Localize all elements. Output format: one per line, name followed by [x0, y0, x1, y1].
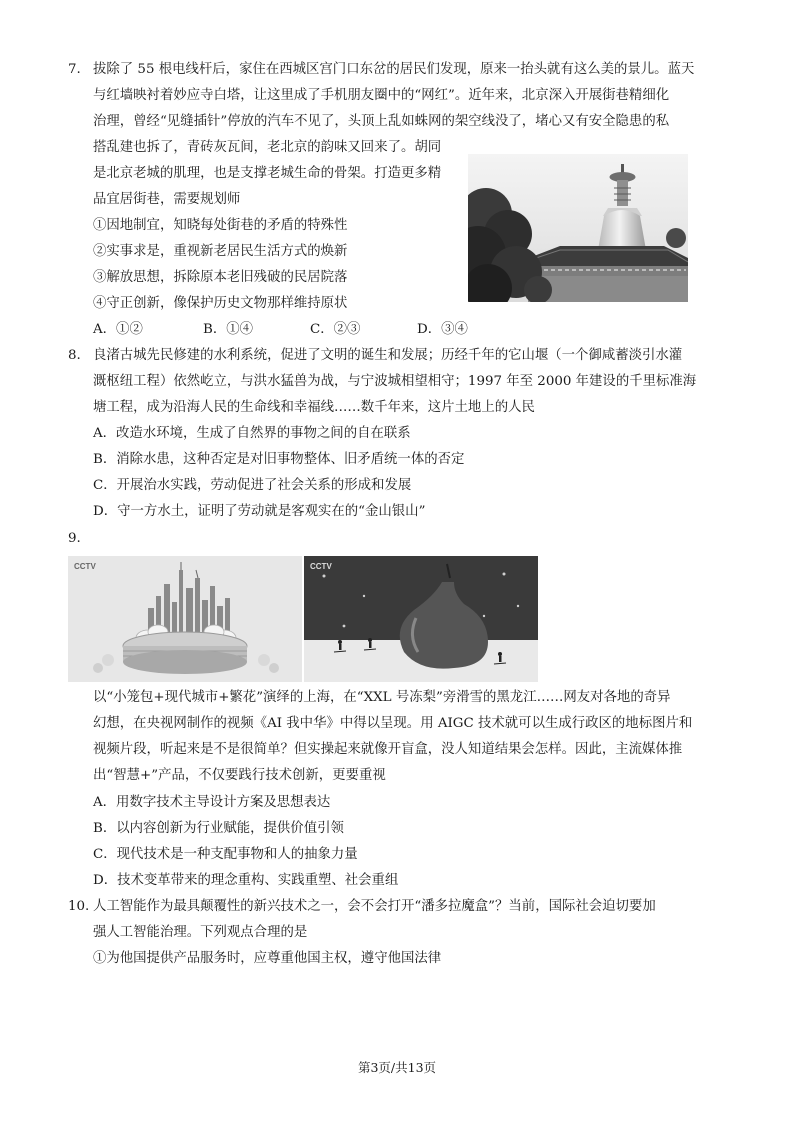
- q7-item-2: ②实事求是，重视新老居民生活方式的焕新: [93, 244, 348, 259]
- q7-choice-d[interactable]: D．③④: [417, 322, 468, 337]
- white-pagoda-photo: [468, 154, 688, 302]
- q10-item-1: ①为他国提供产品服务时，应尊重他国主权，遵守他国法律: [93, 951, 442, 966]
- q8-number: 8.: [68, 348, 81, 363]
- q8-line-3: 塘工程，成为沿海人民的生命线和幸福线……数千年来，这片土地上的人民: [93, 400, 535, 415]
- q7-choice-b[interactable]: B．①④: [203, 322, 254, 337]
- q9-option-b[interactable]: B．以内容创新为行业赋能，提供价值引领: [93, 821, 344, 836]
- q7-number: 7.: [68, 62, 81, 77]
- q7-choice-a[interactable]: A．①②: [93, 322, 143, 337]
- q7-line-1: 拔除了 55 根电线杆后，家住在西城区宫门口东岔的居民们发现，原来一抬头就有这么美的景儿。蓝天: [93, 62, 695, 77]
- q7-line-3: 治理，曾经“见缝插针”停放的汽车不见了，头顶上乱如蛛网的架空线没了，堵心又有安全隐患的私: [93, 114, 670, 129]
- heilongjiang-ai-image: [304, 556, 538, 682]
- q8-line-1: 良渚古城先民修建的水利系统，促进了文明的诞生和发展；历经千年的它山堰（一个御咸蓄淡引水灌: [93, 348, 683, 363]
- q9-line-2: 幻想，在央视网制作的视频《AI 我中华》中得以呈现。用 AIGC 技术就可以生成行政区的地标图片和: [93, 716, 693, 731]
- cctv-logo-left: CCTV: [74, 562, 96, 571]
- q8-line-2: 溉枢纽工程）依然屹立，与洪水猛兽为战，与宁波城相望相守；1997 年至 2000 年建设的千里标准海: [93, 374, 697, 389]
- q7-item-3: ③解放思想，拆除原本老旧残破的民居院落: [93, 270, 348, 285]
- q10-number: 10.: [68, 899, 90, 914]
- q10-line-1: 人工智能作为最具颠覆性的新兴技术之一，会不会打开“潘多拉魔盒”？当前，国际社会迫切要加: [93, 899, 656, 914]
- q10-line-2: 强人工智能治理。下列观点合理的是: [93, 925, 308, 940]
- q7-line-4: 搭乱建也拆了，青砖灰瓦间，老北京的韵味又回来了。胡同: [93, 140, 442, 155]
- q7-line-2: 与红墙映衬着妙应寺白塔，让这里成了手机朋友圈中的“网红”。近年来，北京深入开展街巷精细化: [93, 88, 670, 103]
- q7-line-6: 品宜居街巷，需要规划师: [93, 192, 241, 207]
- q9-line-3: 视频片段，听起来是不是很简单？但实操起来就像开盲盒，没人知道结果会怎样。因此，主流媒体推: [93, 742, 683, 757]
- page-footer: 第3页/共13页: [357, 1060, 437, 1075]
- q7-line-5: 是北京老城的肌理，也是支撑老城生命的骨架。打造更多精: [93, 166, 442, 181]
- q8-option-c[interactable]: C．开展治水实践，劳动促进了社会关系的形成和发展: [93, 478, 412, 493]
- q8-option-b[interactable]: B．消除水患，这种否定是对旧事物整体、旧矛盾统一体的否定: [93, 452, 465, 467]
- q9-number: 9.: [68, 531, 81, 546]
- q9-option-c[interactable]: C．现代技术是一种支配事物和人的抽象力量: [93, 847, 358, 862]
- white-pagoda-illustration: [468, 154, 688, 302]
- q9-option-a[interactable]: A．用数字技术主导设计方案及思想表达: [93, 795, 331, 810]
- q7-item-1: ①因地制宜，知晓每处街巷的矛盾的特殊性: [93, 218, 348, 233]
- q7-choice-c[interactable]: C．②③: [310, 322, 361, 337]
- q7-item-4: ④守正创新，像保护历史文物那样维持原状: [93, 296, 348, 311]
- q8-option-d[interactable]: D．守一方水土，证明了劳动就是客观实在的“金山银山”: [93, 504, 426, 519]
- cctv-logo-right: CCTV: [310, 562, 332, 571]
- q9-option-d[interactable]: D．技术变革带来的理念重构、实践重塑、社会重组: [93, 873, 399, 888]
- q8-option-a[interactable]: A．改造水环境，生成了自然界的事物之间的自在联系: [93, 426, 411, 441]
- q9-line-1: 以“小笼包+现代城市+繁花”演绎的上海，在“XXL 号冻梨”旁滑雪的黑龙江……网友对各地的奇异: [93, 690, 671, 705]
- q9-line-4: 出“智慧+”产品，不仅要践行技术创新，更要重视: [93, 768, 386, 783]
- shanghai-ai-image: [68, 556, 302, 682]
